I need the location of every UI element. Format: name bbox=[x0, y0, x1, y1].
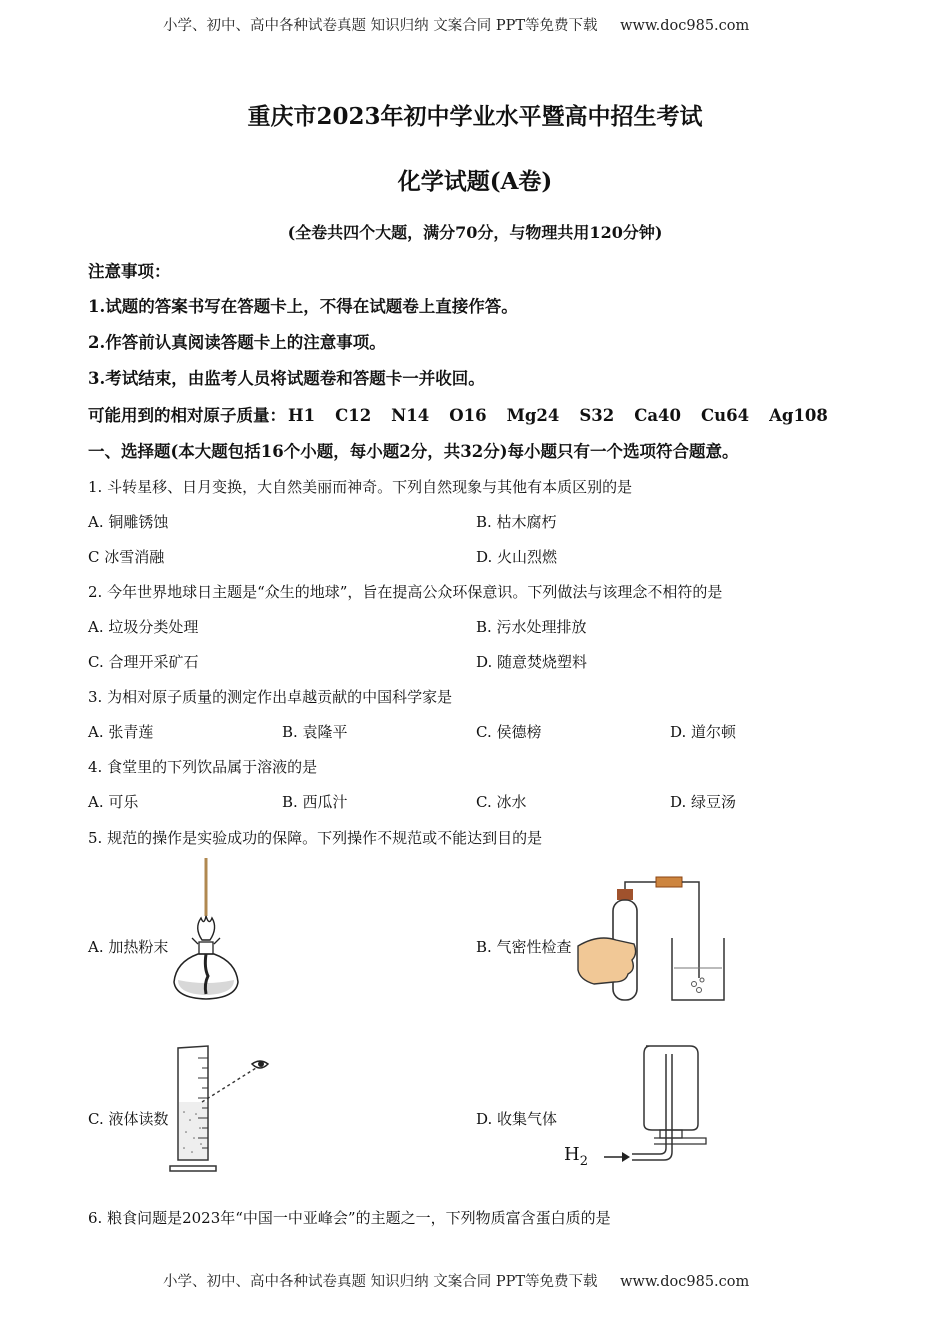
atomic-masses-label: 可能用到的相对原子质量： bbox=[88, 406, 286, 425]
option-b: B. 气密性检查 bbox=[476, 938, 572, 956]
notice-heading: 注意事项： bbox=[88, 262, 171, 281]
option-d: D. 火山烈燃 bbox=[476, 548, 558, 566]
option-c: C. 液体读数 bbox=[88, 1110, 169, 1128]
figure-airtightness-check bbox=[576, 882, 730, 1004]
option-c: C 冰雪消融 bbox=[88, 548, 165, 566]
option-c: C. 合理开采矿石 bbox=[88, 653, 199, 671]
notice-item: 3.考试结束，由监考人员将试题卷和答题卡一并收回。 bbox=[88, 369, 485, 388]
exam-note: (全卷共四个大题，满分70分，与物理共用120分钟) bbox=[287, 223, 663, 242]
mass-value: C12 bbox=[335, 406, 372, 425]
page-title: 重庆市2023年初中学业水平暨高中招生考试 bbox=[247, 103, 703, 130]
option-d: D. 收集气体 bbox=[476, 1110, 558, 1128]
top-banner bbox=[163, 14, 749, 35]
question-stem: 5. 规范的操作是实验成功的保障。下列操作不规范或不能达到目的是 bbox=[88, 829, 543, 847]
gas-label bbox=[564, 1144, 588, 1169]
beaker bbox=[672, 938, 724, 1000]
mass-value: Ag108 bbox=[769, 406, 828, 425]
notice-item: 1.试题的答案书写在答题卡上，不得在试题卷上直接作答。 bbox=[88, 297, 518, 316]
atomic-masses bbox=[88, 402, 828, 426]
option-d: D. 随意焚烧塑料 bbox=[476, 653, 588, 671]
option-a: A. 铜雕锈蚀 bbox=[88, 513, 169, 531]
gas-subscript: 2 bbox=[579, 1154, 588, 1169]
gas-main: H bbox=[564, 1144, 580, 1165]
option-b: B. 西瓜汁 bbox=[282, 793, 348, 811]
lamp-cap bbox=[199, 942, 213, 954]
option-d: D. 道尔顿 bbox=[670, 723, 737, 741]
bottom-banner bbox=[163, 1270, 749, 1291]
question-stem: 3. 为相对原子质量的测定作出卓越贡献的中国科学家是 bbox=[88, 688, 453, 706]
delivery-tube bbox=[632, 1054, 666, 1154]
option-b: B. 袁隆平 bbox=[282, 723, 348, 741]
mass-value: S32 bbox=[579, 406, 615, 425]
option-b: B. 污水处理排放 bbox=[476, 618, 587, 636]
section-heading: 一、选择题(本大题包括16个小题，每小题2分，共32分)每小题只有一个选项符合题意。 bbox=[88, 442, 739, 461]
mass-value: Cu64 bbox=[701, 406, 750, 425]
hand-icon bbox=[578, 938, 636, 984]
banner-site-link[interactable]: www.doc985.com bbox=[620, 1274, 750, 1290]
question-stem: 1. 斗转星移、日月变换，大自然美丽而神奇。下列自然现象与其他有本质区别的是 bbox=[88, 478, 633, 496]
mass-value: H1 bbox=[288, 406, 316, 425]
page-subtitle: 化学试题(A卷) bbox=[397, 168, 553, 195]
question-stem: 2. 今年世界地球日主题是“众生的地球”，旨在提高公众环保意识。下列做法与该理念不相符的是 bbox=[88, 583, 723, 601]
flame-icon bbox=[198, 916, 215, 940]
figure-heating-powder bbox=[168, 858, 248, 1006]
banner-text: 小学、初中、高中各种试卷真题 知识归纳 文案合同 PPT等免费下载 bbox=[163, 1274, 598, 1290]
mass-value: Ca40 bbox=[634, 406, 682, 425]
option-c: C. 冰水 bbox=[476, 793, 527, 811]
sight-line bbox=[202, 1068, 256, 1102]
question-stem: 6. 粮食问题是2023年“中国一中亚峰会”的主题之一，下列物质富含蛋白质的是 bbox=[88, 1209, 611, 1227]
option-a: A. 可乐 bbox=[88, 793, 139, 811]
option-a: A. 垃圾分类处理 bbox=[88, 618, 199, 636]
mass-value: N14 bbox=[391, 406, 430, 425]
rubber-tube bbox=[656, 877, 682, 887]
mass-value: O16 bbox=[449, 406, 487, 425]
option-d: D. 绿豆汤 bbox=[670, 793, 737, 811]
banner-site-link[interactable]: www.doc985.com bbox=[620, 18, 750, 34]
gas-bottle bbox=[644, 1046, 698, 1130]
option-a: A. 张青莲 bbox=[88, 723, 154, 741]
option-c: C. 侯德榜 bbox=[476, 723, 542, 741]
liquid bbox=[179, 1102, 207, 1159]
stopper bbox=[617, 889, 633, 900]
notice-item: 2.作答前认真阅读答题卡上的注意事项。 bbox=[88, 333, 386, 352]
mass-value: Mg24 bbox=[506, 406, 560, 425]
option-b: B. 枯木腐朽 bbox=[476, 513, 557, 531]
delivery-tube bbox=[682, 882, 699, 978]
question-stem: 4. 食堂里的下列饮品属于溶液的是 bbox=[88, 758, 318, 776]
option-a: A. 加热粉末 bbox=[88, 938, 169, 956]
figure-graduated-cylinder bbox=[166, 1044, 276, 1174]
banner-text: 小学、初中、高中各种试卷真题 知识归纳 文案合同 PPT等免费下载 bbox=[163, 18, 598, 34]
